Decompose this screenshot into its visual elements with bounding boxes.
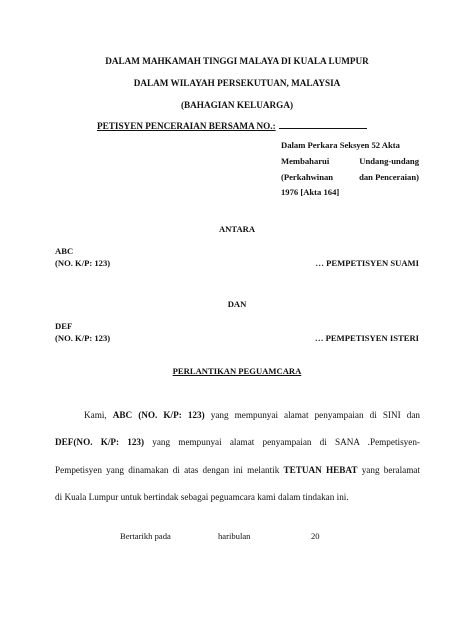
- petition-number-blank: [279, 119, 367, 129]
- party2-id: (NO. K/P: 123): [55, 333, 111, 343]
- appointment-heading: PERLANTIKAN PEGUAMCARA: [172, 366, 302, 376]
- firm-name: TETUAN HEBAT: [283, 465, 358, 475]
- party1-reference: ABC (NO. K/P: 123): [112, 410, 205, 420]
- and-heading: DAN: [227, 299, 247, 309]
- body-text: Kami,: [84, 410, 113, 420]
- court-title: DALAM MAHKAMAH TINGGI MALAYA DI KUALA LUMPUR: [105, 56, 369, 66]
- matter-line-1: Dalam Perkara Seksyen 52 Akta: [281, 140, 400, 150]
- petition-number-label: PETISYEN PENCERAIAN BERSAMA NO.:: [97, 121, 276, 131]
- party2-reference: DEF(NO. K/P: 123): [55, 437, 145, 447]
- party2-name: DEF: [55, 321, 73, 331]
- matter-line-2: [281, 156, 419, 167]
- party1-role: … PEMPETISYEN SUAMI: [315, 258, 419, 268]
- party1-name: ABC: [55, 246, 74, 256]
- body-line-3: [55, 464, 420, 476]
- dated-label: Bertarikh pada: [120, 531, 171, 541]
- between-heading: ANTARA: [218, 224, 256, 234]
- petition-number-line: [97, 119, 367, 132]
- body-text: yang mempunyai alamat penyampaian di SINI dan: [204, 410, 420, 420]
- court-jurisdiction: DALAM WILAYAH PERSEKUTUAN, MALAYSIA: [133, 78, 341, 88]
- matter-line-3: [281, 172, 419, 183]
- court-division: (BAHAGIAN KELUARGA): [180, 100, 294, 110]
- body-line-1: [84, 409, 420, 421]
- dated-year: 20: [311, 531, 320, 541]
- body-text: yang beralamat: [357, 465, 420, 475]
- matter-text: Membaharui: [281, 156, 330, 166]
- dated-haribulan: haribulan: [218, 531, 251, 541]
- body-text: Pempetisyen yang dinamakan di atas dengan ini melantik: [55, 465, 284, 475]
- matter-text: Undang-undang: [359, 156, 419, 166]
- matter-text: (Perkahwinan: [281, 172, 334, 182]
- body-text: yang mempunyai alamat penyampaian di SANA .Pempetisyen-: [144, 437, 420, 447]
- matter-text: dan Penceraian): [359, 172, 419, 182]
- body-line-4: di Kuala Lumpur untuk bertindak sebagai peguamcara kami dalam tindakan ini.: [55, 492, 349, 502]
- body-line-2: [55, 436, 420, 448]
- party1-id: (NO. K/P: 123): [55, 258, 111, 268]
- party2-role: … PEMPETISYEN ISTERI: [314, 333, 419, 343]
- matter-line-4: 1976 [Akta 164]: [281, 187, 340, 197]
